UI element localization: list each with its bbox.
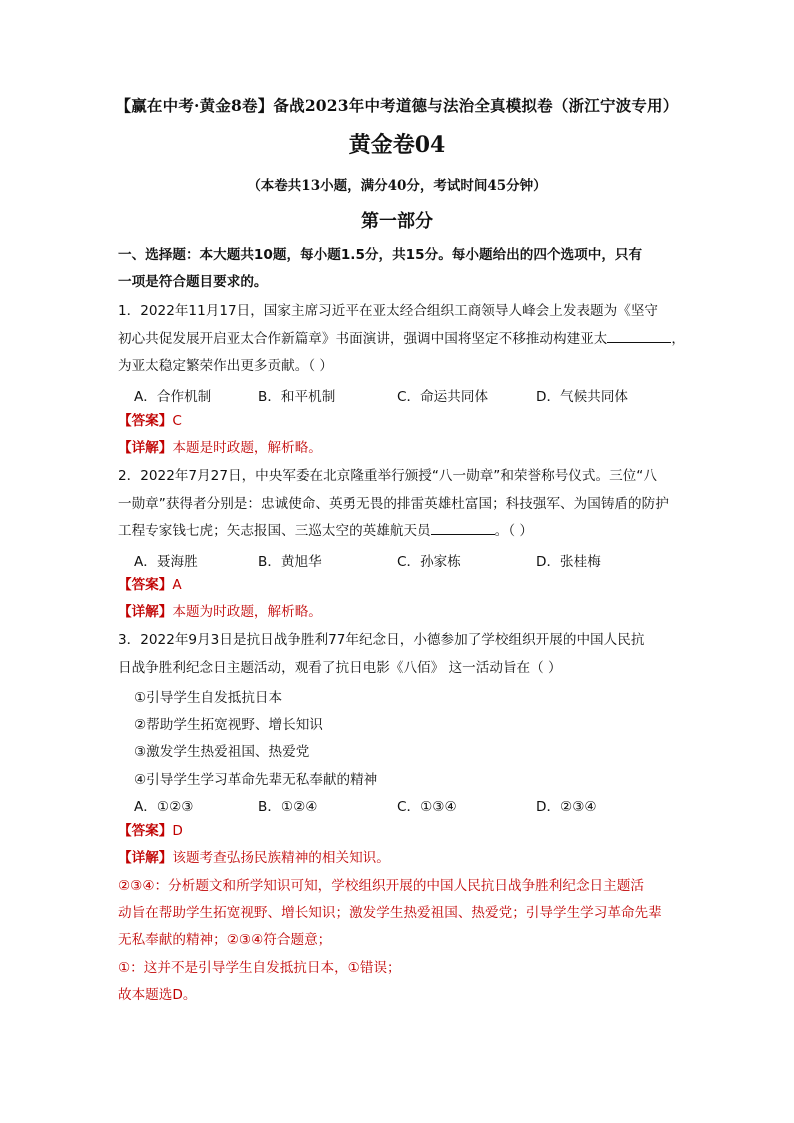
q3-option-b: B．①②④	[258, 799, 318, 815]
section-instruction-line2: 一项是符合题目要求的。	[118, 274, 268, 290]
q2-stem-line1: 2．2022年7月27日，中央军委在北京隆重举行颁授“八一勋章”和荣誉称号仪式。三位“八	[118, 468, 657, 484]
q3-answer	[118, 822, 183, 840]
q2-answer-tag: 【答案】	[118, 577, 173, 593]
exam-note: （本卷共13小题，满分40分，考试时间45分钟）	[247, 178, 547, 194]
q2-answer-blank	[431, 522, 495, 535]
q2-option-d: D．张桂梅	[536, 554, 601, 570]
q2-stem-line3	[118, 522, 533, 540]
q1-stem-line3: 为亚太稳定繁荣作出更多贡献。（ ）	[118, 358, 334, 374]
q3-explanation-line2: 动旨在帮助学生拓宽视野、增长知识；激发学生热爱祖国、热爱党；引导学生学习革命先辈	[118, 905, 662, 921]
q1-stem-line2-end: ，	[671, 331, 685, 347]
q1-stem-line2	[118, 330, 685, 348]
q2-option-a: A．聂海胜	[134, 554, 198, 570]
q3-explanation-line1: ②③④：分析题文和所学知识可知，学校组织开展的中国人民抗日战争胜利纪念日主题活	[118, 878, 644, 894]
q1-option-a: A．合作机制	[134, 389, 212, 405]
part-heading: 第一部分	[361, 211, 433, 232]
q1-stem-line1: 1．2022年11月17日，国家主席习近平在亚太经合组织工商领导人峰会上发表题为《坚守	[118, 303, 659, 319]
q1-detail	[118, 439, 322, 457]
q3-stem-line2: 日战争胜利纪念日主题活动，观看了抗日电影《八佰》 这一活动旨在（ ）	[118, 660, 562, 676]
exam-series-header: 【赢在中考·黄金8卷】备战2023年中考道德与法治全真模拟卷（浙江宁波专用）	[115, 96, 679, 115]
q3-answer-value: D	[172, 823, 183, 839]
q1-option-b: B．和平机制	[258, 389, 336, 405]
q3-detail-tag: 【详解】	[118, 850, 173, 866]
q2-detail	[118, 603, 322, 621]
q1-option-c: C．命运共同体	[397, 389, 489, 405]
q2-detail-text: 本题为时政题，解析略。	[172, 604, 322, 620]
q2-stem-line2: 一勋章”获得者分别是：忠诚使命、英勇无畏的排雷英雄杜富国；科技强军、为国铸盾的防护	[118, 496, 669, 512]
q3-conclusion: 故本题选D。	[118, 987, 197, 1003]
q3-option-a: A．①②③	[134, 799, 194, 815]
q1-answer-blank	[607, 330, 671, 343]
q3-option-c: C．①③④	[397, 799, 457, 815]
q1-detail-tag: 【详解】	[118, 440, 173, 456]
q1-answer-tag: 【答案】	[118, 413, 173, 429]
q2-option-c: C．孙家栋	[397, 554, 461, 570]
q2-answer-value: A	[172, 577, 182, 593]
q3-statement-2: ②帮助学生拓宽视野、增长知识	[134, 717, 323, 733]
q3-statement-4: ④引导学生学习革命先辈无私奉献的精神	[134, 772, 378, 788]
q3-detail	[118, 849, 390, 867]
q1-detail-text: 本题是时政题，解析略。	[172, 440, 322, 456]
page-title: 黄金卷04	[348, 132, 446, 158]
q2-option-b: B．黄旭华	[258, 554, 322, 570]
q3-statement-3: ③激发学生热爱祖国、热爱党	[134, 744, 310, 760]
q2-answer	[118, 576, 182, 594]
q3-explanation-line4: ①：这并不是引导学生自发抵抗日本，①错误；	[118, 960, 401, 976]
q2-detail-tag: 【详解】	[118, 604, 173, 620]
q2-stem-line3-end: 。（ ）	[494, 523, 533, 539]
q1-option-d: D．气候共同体	[536, 389, 629, 405]
q3-stem-line1: 3．2022年9月3日是抗日战争胜利77年纪念日，小德参加了学校组织开展的中国人民抗	[118, 632, 645, 648]
q3-detail-text: 该题考查弘扬民族精神的相关知识。	[172, 850, 390, 866]
q2-stem-line3-text: 工程专家钱七虎；矢志报国、三巡太空的英雄航天员	[118, 523, 431, 539]
q3-explanation-line3: 无私奉献的精神；②③④符合题意；	[118, 932, 332, 948]
q3-option-d: D．②③④	[536, 799, 597, 815]
q3-answer-tag: 【答案】	[118, 823, 173, 839]
q3-statement-1: ①引导学生自发抵抗日本	[134, 690, 283, 706]
section-instruction-line1: 一、选择题：本大题共10题，每小题1.5分，共15分。每小题给出的四个选项中，只有	[118, 247, 643, 263]
q1-stem-line2-text: 初心共促发展开启亚太合作新篇章》书面演讲，强调中国将坚定不移推动构建亚太	[118, 331, 608, 347]
q1-answer-value: C	[172, 413, 182, 429]
q1-answer	[118, 412, 182, 430]
